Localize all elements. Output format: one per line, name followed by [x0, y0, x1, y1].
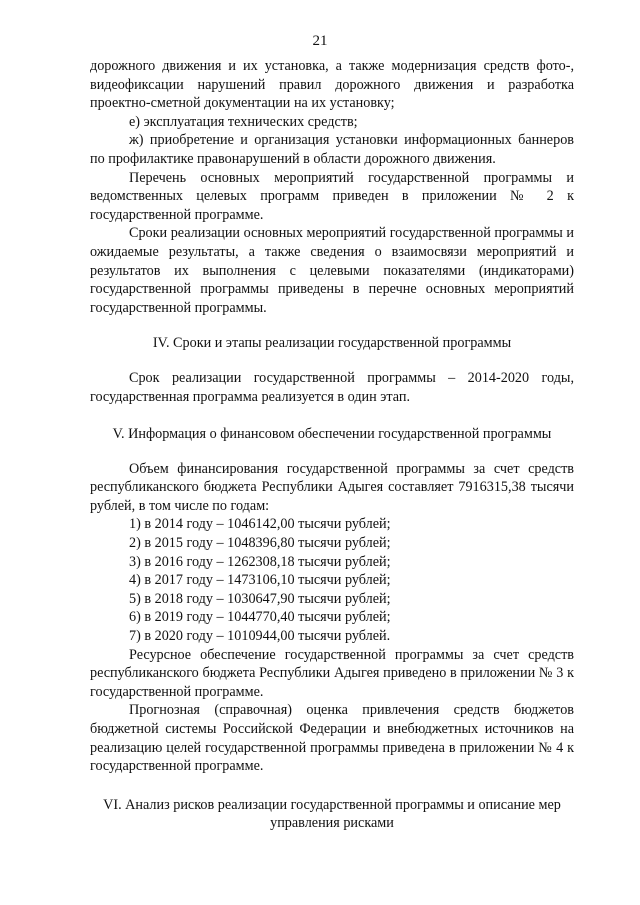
paragraph-measures-list: Перечень основных мероприятий государственной программы и ведомственных целевых программ приведен в приложении № 2 к государственной программе.: [90, 169, 574, 223]
year-item: 4) в 2017 году – 1473106,10 тысячи рублей;: [129, 572, 391, 589]
paragraph-deadlines: Сроки реализации основных мероприятий государственной программы и ожидаемые результаты, а также сведения о взаимосвязи мероприятий и результатов их выполнения с целевыми показателями (индикаторами) государственной программы приведены в перечне основных мероприятий государственной программы.: [90, 225, 574, 316]
list-item-zh: ж) приобретение и организация установки информационных баннеров по профилактике правонарушений в области дорожного движения.: [90, 132, 574, 167]
page-content: [90, 57, 574, 833]
list-item-e: е) эксплуатация технических средств;: [129, 113, 358, 130]
section-5-resource: Ресурсное обеспечение государственной программы за счет средств республиканского бюджета Республики Адыгея приведено в приложении № 3 к государственной программе.: [90, 646, 574, 700]
section-4-text: Срок реализации государственной программы – 2014-2020 годы, государственная программа реализуется в один этап.: [90, 369, 574, 405]
year-item: 5) в 2018 году – 1030647,90 тысячи рублей;: [129, 590, 391, 607]
section-6-heading-line1: VI. Анализ рисков реализации государственной программы и описание мер: [103, 796, 561, 813]
section-5-heading: V. Информация о финансовом обеспечении государственной программы: [112, 426, 552, 443]
section-4-heading: IV. Сроки и этапы реализации государственной программы: [152, 335, 512, 352]
section-5-intro: Объем финансирования государственной программы за счет средств республиканского бюджета Республики Адыгея составляет 7916315,38 тысячи рублей, в том числе по годам:: [90, 460, 574, 514]
page-number: 21: [312, 33, 328, 49]
year-item: 1) в 2014 году – 1046142,00 тысячи рублей;: [129, 516, 391, 533]
year-item: 7) в 2020 году – 1010944,00 тысячи рублей.: [129, 628, 391, 645]
paragraph-continued: дорожного движения и их установка, а также модернизация средств фото-, видеофиксации нарушений правил дорожного движения и разработка проектно-сметной документации на их установку;: [90, 58, 574, 112]
year-item: 6) в 2019 году – 1044770,40 тысячи рублей;: [129, 609, 391, 626]
section-6-heading-line2: управления рисками: [270, 815, 394, 832]
year-item: 2) в 2015 году – 1048396,80 тысячи рублей;: [129, 535, 391, 552]
year-item: 3) в 2016 году – 1262308,18 тысячи рублей;: [129, 553, 391, 570]
section-5-forecast: Прогнозная (справочная) оценка привлечения средств бюджетов бюджетной системы Российской Федерации и внебюджетных источников на реализацию целей государственной программы приведена в приложении № 4 к государственной программе.: [90, 702, 574, 775]
